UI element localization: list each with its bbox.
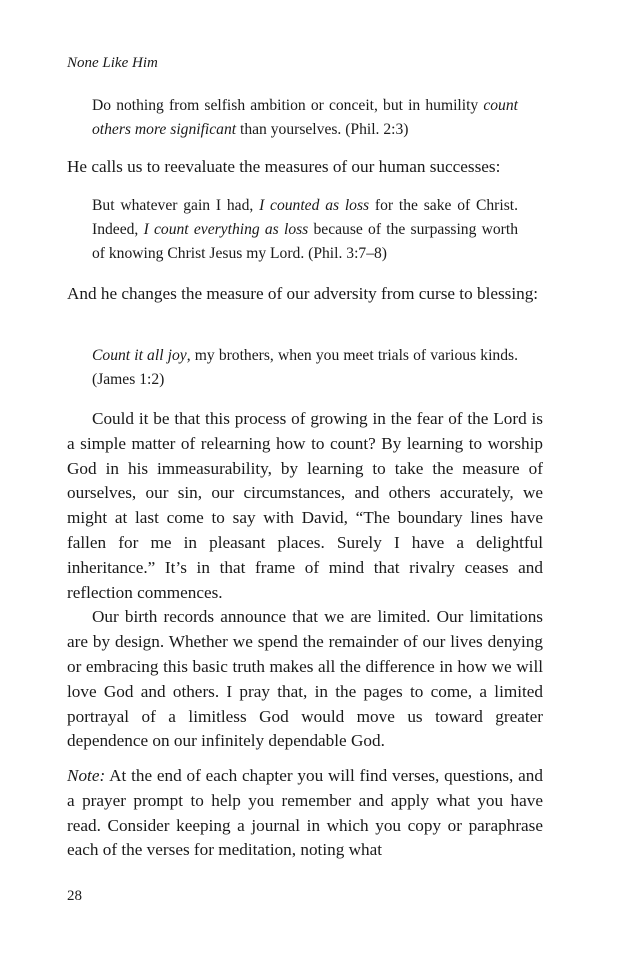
paragraph-birth-records: Our birth records announce that we are limited. Our limitations are by design. Whether we spend the remainder of our lives denying or embracing this basic truth makes all the difference in how we will love God and others. I pray that, in the pages to come, a limited portrayal of a limitless God would move us toward greater dependence on our infinitely dependable God.	[67, 607, 543, 751]
body-line-adversity: And he changes the measure of our adversity from curse to blessing:	[67, 284, 539, 303]
body-line-successes: He calls us to reevaluate the measures of our human successes:	[67, 157, 501, 176]
quote-text: because of the surpassing worth of knowing Christ Jesus my Lord. (Phil. 3:7–8)	[92, 221, 518, 262]
quote-emphasis: Count it all joy	[92, 347, 187, 364]
paragraph-relearning-to-count: Could it be that this process of growing in the fear of the Lord is a simple matter of relearning how to count? By learning to worship God in his immeasurability, by learning to take the measure of ourselves, our sin, our circumstances, and others accurately, we might at last come to say with David, “The boundary lines have fallen for me in pleasant places. Surely I have a delightful inheritance.” It’s in that frame of mind that rivalry ceases and reflection commences.	[67, 409, 543, 602]
quote-text: But whatever gain I had,	[92, 197, 260, 214]
quote-text: Do nothing from selfish ambition or conceit, but in humility	[92, 97, 484, 114]
running-head: None Like Him	[67, 55, 158, 71]
note-paragraph	[67, 764, 543, 863]
note-label: Note:	[67, 766, 106, 785]
quote-text: for the sake of Christ. Indeed,	[92, 197, 518, 238]
quote-emphasis: count others more significant	[92, 97, 518, 138]
body-paragraphs	[67, 407, 543, 754]
quote-emphasis: I count everything as loss	[143, 221, 309, 238]
quote-text: than yourselves. (Phil. 2:3)	[236, 121, 409, 138]
quote-text: , my brothers, when you meet trials of various kinds. (James 1:2)	[92, 347, 518, 388]
quote-emphasis: I counted as loss	[259, 197, 370, 214]
note-text: At the end of each chapter you will find verses, questions, and a prayer prompt to help you remember and apply what you have read. Consider keeping a journal in which you copy or paraphrase each of the verses for meditation, noting what	[67, 766, 543, 860]
block-quote-phil-2-3	[92, 94, 518, 142]
block-quote-phil-3-7-8	[92, 194, 518, 266]
page-number: 28	[67, 888, 82, 904]
block-quote-james-1-2	[92, 344, 518, 392]
